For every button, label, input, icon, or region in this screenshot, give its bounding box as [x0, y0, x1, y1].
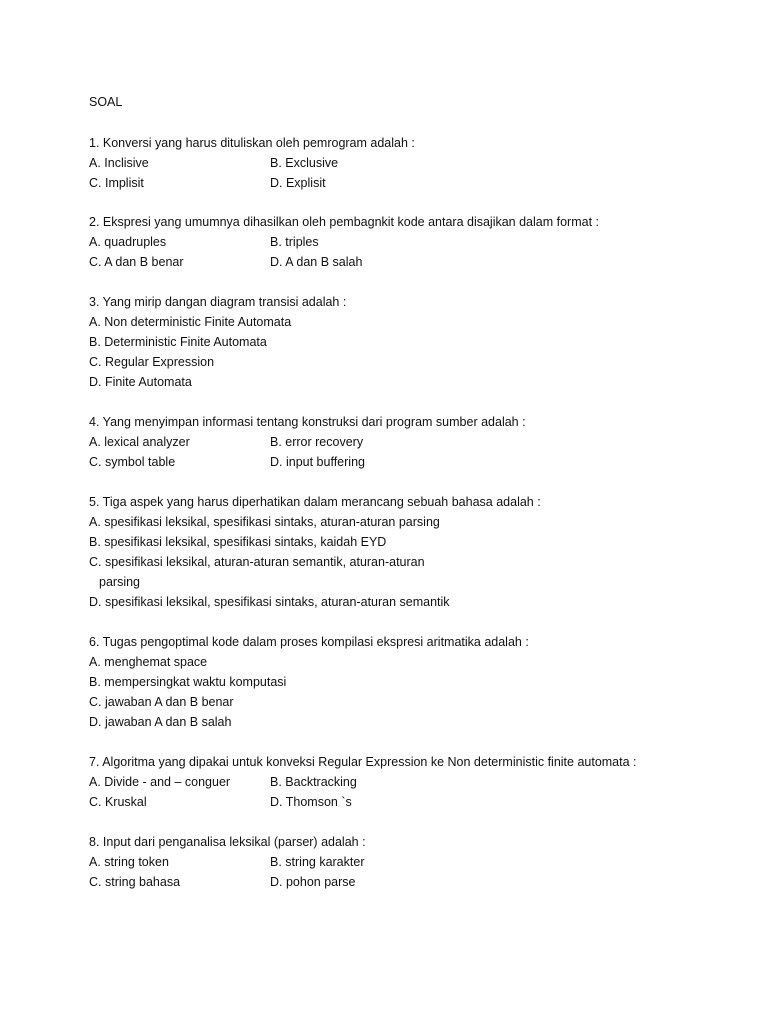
option-row: [89, 852, 709, 872]
option-c-continuation: parsing: [99, 575, 140, 589]
question-stem: 2. Ekspresi yang umumnya dihasilkan oleh pembagnkit kode antara disajikan dalam format :: [89, 215, 599, 229]
option-b: B. error recovery: [270, 435, 364, 449]
option-c: C. string bahasa: [89, 875, 181, 889]
option-a: A. Non deterministic Finite Automata: [89, 315, 292, 329]
option-b: B. Exclusive: [270, 156, 339, 170]
option-b: B. mempersingkat waktu komputasi: [89, 675, 287, 689]
option-a: A. quadruples: [89, 235, 167, 249]
option-c: C. symbol table: [89, 455, 176, 469]
option-c: C. Implisit: [89, 176, 144, 190]
option-d: D. Explisit: [270, 176, 326, 190]
question-stem: 5. Tiga aspek yang harus diperhatikan dalam merancang sebuah bahasa adalah :: [89, 495, 541, 509]
document-title: SOAL: [89, 95, 123, 109]
option-d: D. Thomson `s: [270, 795, 352, 809]
option-b: B. triples: [270, 235, 319, 249]
question-3: [89, 292, 709, 392]
option-d: D. input buffering: [270, 455, 365, 469]
question-stem: 6. Tugas pengoptimal kode dalam proses kompilasi ekspresi aritmatika adalah :: [89, 635, 529, 649]
question-1: [89, 133, 709, 193]
option-a: A. menghemat space: [89, 655, 208, 669]
question-stem: 8. Input dari penganalisa leksikal (parser) adalah :: [89, 835, 366, 849]
question-4: [89, 412, 709, 472]
option-b: B. Backtracking: [270, 775, 357, 789]
question-8: [89, 832, 709, 892]
question-2: [89, 212, 709, 272]
option-row: [89, 232, 709, 252]
option-a: A. spesifikasi leksikal, spesifikasi sintaks, aturan-aturan parsing: [89, 515, 440, 529]
option-a: A. string token: [89, 855, 169, 869]
question-stem: 7. Algoritma yang dipakai untuk konveksi Regular Expression ke Non deterministic finite automata :: [89, 755, 637, 769]
option-row: [89, 872, 709, 892]
option-c: C. jawaban A dan B benar: [89, 695, 234, 709]
option-d: D. jawaban A dan B salah: [89, 715, 232, 729]
option-d: D. A dan B salah: [270, 255, 363, 269]
option-a: A. lexical analyzer: [89, 435, 190, 449]
question-stem: 4. Yang menyimpan informasi tentang konstruksi dari program sumber adalah :: [89, 415, 526, 429]
option-a: A. Divide - and – conguer: [89, 775, 231, 789]
option-c: C. Kruskal: [89, 795, 147, 809]
option-c: C. A dan B benar: [89, 255, 184, 269]
option-d: D. pohon parse: [270, 875, 356, 889]
question-stem: 3. Yang mirip dangan diagram transisi adalah :: [89, 295, 347, 309]
option-row: [89, 452, 709, 472]
option-a: A. Inclisive: [89, 156, 149, 170]
option-row: [89, 173, 709, 193]
option-c: C. spesifikasi leksikal, aturan-aturan semantik, aturan-aturan: [89, 555, 425, 569]
option-d: D. spesifikasi leksikal, spesifikasi sintaks, aturan-aturan semantik: [89, 595, 450, 609]
option-row: [89, 252, 709, 272]
option-b: B. Deterministic Finite Automata: [89, 335, 267, 349]
option-row: [89, 432, 709, 452]
question-5: [89, 492, 709, 612]
option-row: [89, 792, 709, 812]
option-b: B. spesifikasi leksikal, spesifikasi sintaks, kaidah EYD: [89, 535, 387, 549]
question-6: [89, 632, 709, 732]
option-row: [89, 772, 709, 792]
option-c: C. Regular Expression: [89, 355, 215, 369]
question-stem: 1. Konversi yang harus dituliskan oleh pemrogram adalah :: [89, 136, 415, 150]
question-7: [89, 752, 709, 812]
option-row: [89, 153, 709, 173]
option-b: B. string karakter: [270, 855, 365, 869]
option-d: D. Finite Automata: [89, 375, 192, 389]
